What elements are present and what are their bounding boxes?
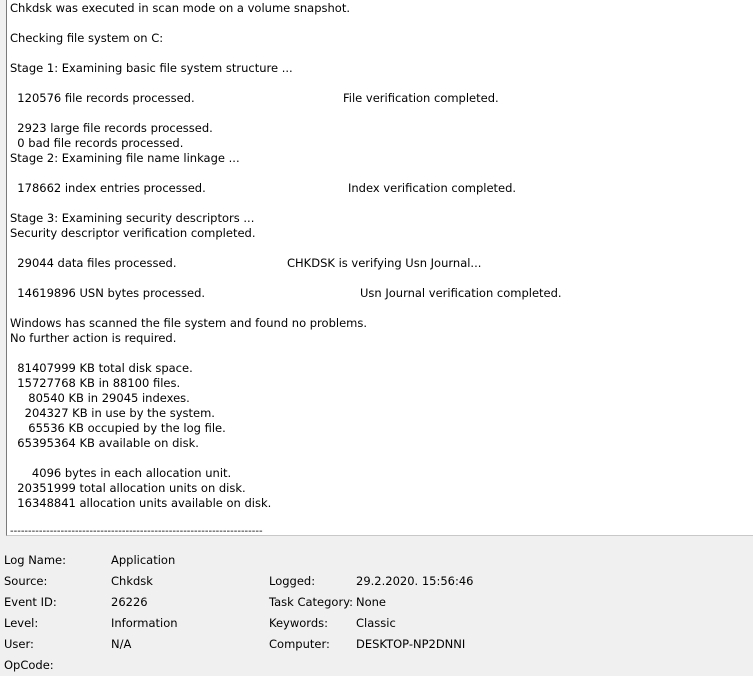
source-value[interactable]: Chkdsk [111, 574, 153, 588]
message-line: Stage 2: Examining file name linkage ... [10, 151, 240, 165]
user-value[interactable]: N/A [111, 637, 132, 651]
level-label: Level: [4, 616, 39, 630]
message-line: Checking file system on C: [10, 31, 164, 45]
message-line: 2923 large file records processed. [10, 121, 213, 135]
computer-value[interactable]: DESKTOP-NP2DNNI [356, 637, 466, 651]
computer-label: Computer: [269, 637, 330, 651]
message-line: Windows has scanned the file system and found no problems. [10, 316, 367, 330]
message-line: 14619896 USN bytes processed. [10, 286, 206, 300]
message-line: CHKDSK is verifying Usn Journal... [287, 256, 482, 270]
message-line: 0 bad file records processed. [10, 136, 184, 150]
message-line: 65536 KB occupied by the log file. [10, 421, 226, 435]
message-line: 4096 bytes in each allocation unit. [10, 466, 232, 480]
message-line: 120576 file records processed. [10, 91, 195, 105]
message-separator: ---------------------------------------------------------------------- [10, 526, 263, 536]
message-line: Index verification completed. [348, 181, 517, 195]
message-line: No further action is required. [10, 331, 177, 345]
log-name-label: Log Name: [4, 553, 66, 567]
message-line: 178662 index entries processed. [10, 181, 206, 195]
task-category-label: Task Category: [269, 595, 354, 609]
message-line: Stage 1: Examining basic file system structure ... [10, 61, 293, 75]
message-line: 16348841 allocation units available on disk. [10, 496, 272, 510]
message-line: Chkdsk was executed in scan mode on a volume snapshot. [10, 1, 350, 15]
keywords-label: Keywords: [269, 616, 328, 630]
message-line: 204327 KB in use by the system. [10, 406, 215, 420]
message-line: Stage 3: Examining security descriptors ... [10, 211, 255, 225]
message-line: Security descriptor verification completed. [10, 226, 256, 240]
message-line: 65395364 KB available on disk. [10, 436, 199, 450]
event-id-label: Event ID: [4, 595, 57, 609]
message-line: 15727768 KB in 88100 files. [10, 376, 181, 390]
user-label: User: [4, 637, 34, 651]
message-line: 20351999 total allocation units on disk. [10, 481, 246, 495]
message-line: 80540 KB in 29045 indexes. [10, 391, 190, 405]
keywords-value[interactable]: Classic [356, 616, 396, 630]
message-line: File verification completed. [343, 91, 499, 105]
opcode-label: OpCode: [4, 658, 54, 672]
message-line: Usn Journal verification completed. [360, 286, 562, 300]
message-line: 81407999 KB total disk space. [10, 361, 193, 375]
task-category-value[interactable]: None [356, 595, 387, 609]
event-id-value[interactable]: 26226 [111, 595, 148, 609]
logged-label: Logged: [269, 574, 316, 588]
message-line: 29044 data files processed. [10, 256, 177, 270]
source-label: Source: [4, 574, 48, 588]
log-name-value[interactable]: Application [111, 553, 176, 567]
logged-value[interactable]: 29.2.2020. 15:56:46 [356, 574, 474, 588]
level-value[interactable]: Information [111, 616, 178, 630]
